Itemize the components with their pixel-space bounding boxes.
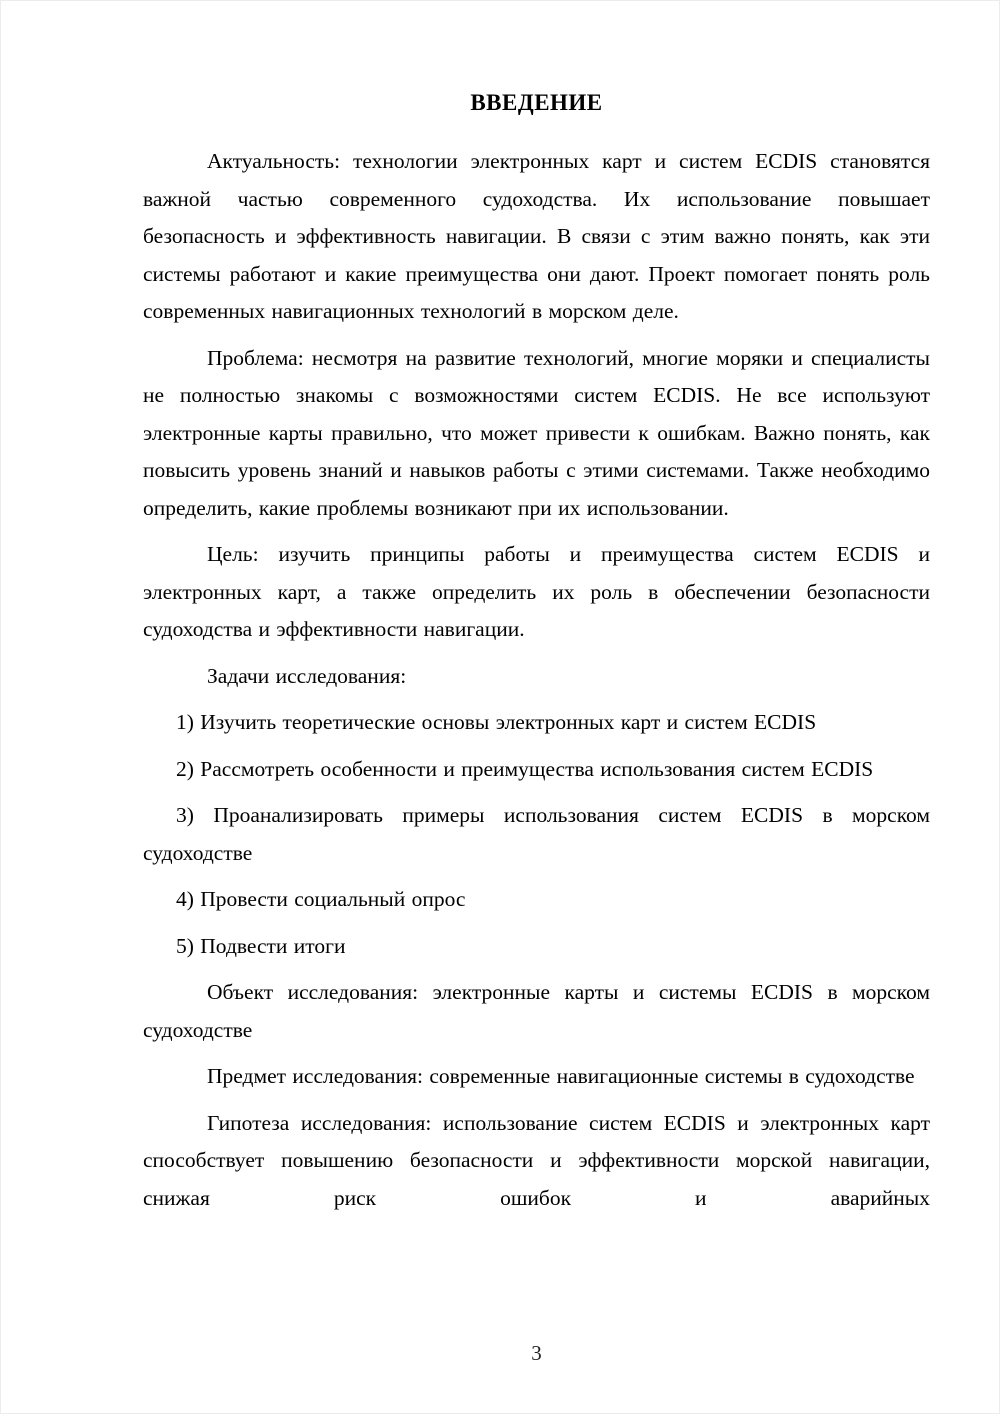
paragraph-object: Объект исследования: электронные карты и системы ECDIS в морском судоходстве xyxy=(143,980,930,1042)
paragraph-subject: Предмет исследования: современные навигационные системы в судоходстве xyxy=(207,1064,915,1088)
task-item-5: 5) Подвести итоги xyxy=(176,933,346,958)
page-number: 3 xyxy=(531,1341,542,1365)
paragraph-goal: Цель: изучить принципы работы и преимущества систем ECDIS и электронных карт, а также определить их роль в обеспечении безопасности судоходства и эффективности навигации. xyxy=(143,542,930,641)
paragraph-hypothesis: Гипотеза исследования: использование систем ECDIS и электронных карт способствует повышению безопасности и эффективности морской навигации, снижая риск ошибок и аварийных xyxy=(143,1110,930,1210)
task-item-2: 2) Рассмотреть особенности и преимущества использования систем ECDIS xyxy=(176,756,874,781)
tasks-heading: Задачи исследования: xyxy=(207,663,407,688)
task-item-3: 3) Проанализировать примеры использования систем ECDIS в морском судоходстве xyxy=(143,803,930,865)
page-title: ВВЕДЕНИЕ xyxy=(470,90,603,115)
task-item-4: 4) Провести социальный опрос xyxy=(176,887,466,911)
paragraph-problem: Проблема: несмотря на развитие технологий, многие моряки и специалисты не полностью знакомы с возможностями систем ECDIS. Не все используют электронные карты правильно, что может привести к ошибкам. Важно понять, как повысить уровень знаний и навыков работы с этими системами. Также необходимо определить, какие проблемы возникают при их использовании. xyxy=(143,345,930,520)
paragraph-relevance: Актуальность: технологии электронных карт и систем ECDIS становятся важной частью современного судоходства. Их использование повышает безопасность и эффективность навигации. В связи с этим важно понять, как эти системы работают и какие преимущества они дают. Проект помогает понять роль современных навигационных технологий в морском деле. xyxy=(143,149,930,323)
task-item-1: 1) Изучить теоретические основы электронных карт и систем ECDIS xyxy=(176,710,817,734)
